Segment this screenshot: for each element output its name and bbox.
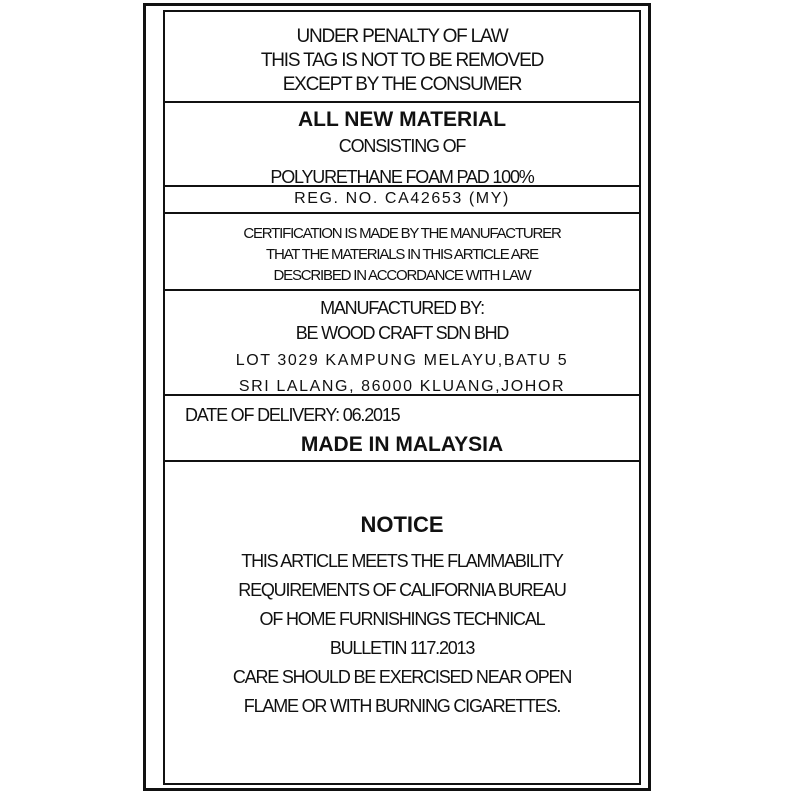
warning-line-2: THIS TAG IS NOT TO BE REMOVED xyxy=(260,50,544,71)
certification-line-1: CERTIFICATION IS MADE BY THE MANUFACTURER xyxy=(243,225,561,242)
notice-section xyxy=(163,462,641,785)
registration-section xyxy=(163,187,641,214)
manufacturer-address-line-1: LOT 3029 KAMPUNG MELAYU,BATU 5 xyxy=(235,352,569,369)
certification-section xyxy=(163,214,641,291)
notice-line: FLAME OR WITH BURNING CIGARETTES. xyxy=(243,696,561,716)
warning-section xyxy=(163,10,641,103)
notice-title: NOTICE xyxy=(360,512,444,537)
material-content: POLYURETHANE FOAM PAD 100% xyxy=(270,167,534,187)
delivery-section xyxy=(163,396,641,462)
delivery-date: DATE OF DELIVERY: 06.2015 xyxy=(185,405,400,425)
warning-line-1: UNDER PENALTY OF LAW xyxy=(296,26,508,47)
manufacturer-section xyxy=(163,291,641,396)
notice-line: THIS ARTICLE MEETS THE FLAMMABILITY xyxy=(241,551,563,571)
notice-line: REQUIREMENTS OF CALIFORNIA BUREAU xyxy=(238,580,566,600)
notice-line: CARE SHOULD BE EXERCISED NEAR OPEN xyxy=(232,667,572,687)
manufacturer-name: BE WOOD CRAFT SDN BHD xyxy=(295,323,509,343)
manufacturer-label: MANUFACTURED BY: xyxy=(320,298,484,318)
country-of-origin: MADE IN MALAYSIA xyxy=(300,433,504,456)
warning-line-3: EXCEPT BY THE CONSUMER xyxy=(282,74,522,95)
material-section xyxy=(163,103,641,187)
registration-number: REG. NO. CA42653 (MY) xyxy=(294,190,510,207)
notice-line: OF HOME FURNISHINGS TECHNICAL xyxy=(259,609,545,629)
certification-line-3: DESCRIBED IN ACCORDANCE WITH LAW xyxy=(273,267,531,284)
material-consisting: CONSISTING OF xyxy=(338,136,466,156)
certification-line-2: THAT THE MATERIALS IN THIS ARTICLE ARE xyxy=(266,246,538,263)
notice-line: BULLETIN 117.2013 xyxy=(329,638,475,658)
manufacturer-address-line-2: SRI LALANG, 86000 KLUANG,JOHOR xyxy=(238,378,566,395)
material-heading: ALL NEW MATERIAL xyxy=(297,108,507,131)
